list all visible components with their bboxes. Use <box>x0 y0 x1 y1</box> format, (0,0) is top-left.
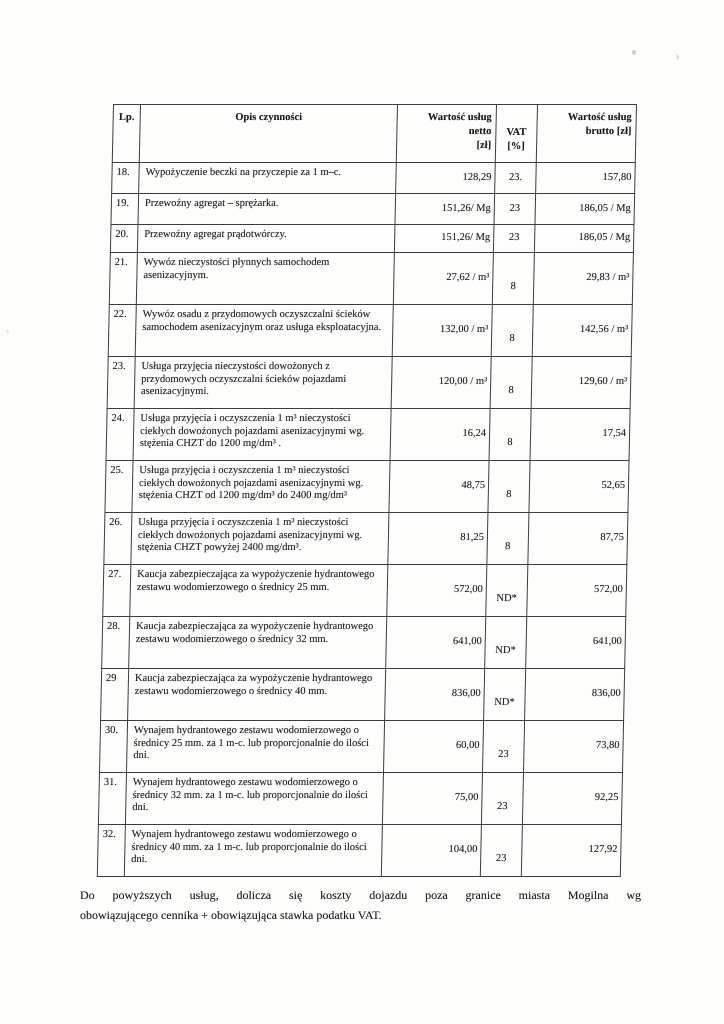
cell-vat-text: 8 <box>504 541 511 553</box>
cell-lp <box>103 565 131 617</box>
cell-desc <box>138 194 396 225</box>
table-row <box>98 773 622 825</box>
header-lp <box>112 105 140 163</box>
header-net-value-text: Wartość usług netto [zł] <box>427 112 492 151</box>
cell-desc <box>130 565 388 617</box>
cell-netto-text: 641,00 <box>452 636 482 648</box>
table-row <box>99 721 623 773</box>
header-gross-value-text: Wartość usług brutto [zł] <box>567 112 632 137</box>
cell-lp <box>104 513 132 565</box>
cell-netto-text: 16,24 <box>462 428 487 440</box>
price-list-table-wrap <box>97 104 636 877</box>
cell-lp <box>110 225 138 253</box>
cell-desc-text: Wynajem hydrantowego zestawu wodomierzowego o średnicy 40 mm. za 1 m-c. lub proporcjonalnie do ilości dni. <box>131 829 367 865</box>
cell-netto <box>390 409 490 461</box>
cell-vat <box>495 163 537 194</box>
table-body <box>97 163 635 877</box>
table-row <box>107 357 631 409</box>
cell-lp-text: 19. <box>115 198 130 209</box>
cell-netto-text: 151,26/ Mg <box>441 202 491 214</box>
cell-brutto-text: 52,65 <box>601 480 626 492</box>
cell-desc-text: Usługa przyjęcia i oczyszczenia 1 m³ nieczystości ciekłych dowożonych pojazdami asenizacyjnymi wg. stężenia CHZT powyżej 2400 mg/dm³. <box>137 517 363 553</box>
cell-netto-text: 836,00 <box>451 688 481 700</box>
cell-vat-text: 23 <box>509 202 521 214</box>
cell-brutto-text: 186,05 / Mg <box>578 232 631 244</box>
cell-brutto-text: 29,83 / m³ <box>586 272 630 284</box>
table-header <box>112 105 636 163</box>
footer-note-line1: Do powyższych usług, dolicza się koszty dojazdu poza granice miasta Mogilna wg <box>80 888 641 902</box>
cell-netto <box>381 825 481 877</box>
table-row <box>111 194 635 225</box>
cell-netto <box>383 721 483 773</box>
cell-brutto <box>529 461 629 513</box>
cell-desc-text: Przewoźny agregat prądotwórczy. <box>144 229 287 240</box>
cell-desc <box>134 357 392 409</box>
table-row <box>97 825 621 877</box>
cell-netto-text: 104,00 <box>448 844 478 856</box>
cell-lp-text: 26. <box>109 517 123 528</box>
cell-desc-text: Wywóz nieczystości płynnych samochodem asenizacyjnym. <box>143 257 330 281</box>
cell-brutto <box>522 773 622 825</box>
cell-lp <box>112 163 140 194</box>
cell-desc-text: Wynajem hydrantowego zestawu wodomierzowego o średnicy 32 mm. za 1 m-c. lub proporcjonalnie do ilości dni. <box>132 777 368 813</box>
cell-brutto <box>535 194 635 225</box>
cell-netto <box>391 357 491 409</box>
cell-desc <box>129 617 387 669</box>
cell-netto <box>388 513 488 565</box>
cell-brutto-text: 641,00 <box>592 636 622 648</box>
cell-brutto-text: 129,60 / m³ <box>578 376 628 388</box>
cell-netto-text: 120,00 / m³ <box>438 376 488 388</box>
header-lp-text: Lp. <box>118 112 135 123</box>
cell-lp <box>111 194 139 225</box>
table-row <box>109 253 633 305</box>
cell-netto <box>395 194 495 225</box>
cell-vat-text: 8 <box>506 489 512 501</box>
cell-brutto <box>525 669 625 721</box>
cell-lp <box>101 669 129 721</box>
cell-desc <box>139 163 397 194</box>
cell-netto <box>387 565 487 617</box>
table-row <box>101 669 625 721</box>
cell-brutto <box>528 513 628 565</box>
cell-brutto <box>536 163 636 194</box>
cell-netto-text: 60,00 <box>455 740 480 752</box>
table-row <box>108 305 632 357</box>
cell-vat-text: 23 <box>496 801 508 813</box>
cell-netto <box>394 225 494 253</box>
cell-desc <box>125 773 383 825</box>
cell-brutto-text: 73,80 <box>595 740 620 752</box>
cell-desc-text: Przewoźny agregat – sprężarka. <box>144 198 279 209</box>
cell-brutto-text: 572,00 <box>593 584 623 596</box>
cell-desc-text: Wypożyczenie beczki na przyczepie za 1 m–c. <box>145 167 342 178</box>
cell-netto <box>393 253 493 305</box>
table-row <box>110 225 634 253</box>
cell-vat-text: ND* <box>495 645 516 657</box>
cell-vat <box>489 409 531 461</box>
cell-netto-text: 572,00 <box>453 584 483 596</box>
cell-vat-text: 8 <box>507 437 513 449</box>
cell-vat <box>492 253 534 305</box>
cell-netto-text: 128,29 <box>462 171 492 183</box>
cell-vat-text: 23 <box>508 232 520 244</box>
cell-vat <box>493 225 535 253</box>
cell-desc-text: Usługa przyjęcia nieczystości dowożonych z przydomowych oczyszczalni ścieków pojazdami asenizacyjnymi. <box>140 361 347 397</box>
cell-lp <box>108 305 136 357</box>
cell-lp-text: 32. <box>102 829 116 840</box>
cell-desc <box>128 669 386 721</box>
cell-desc-text: Wywóz osadu z przydomowych oczyszczalni ścieków samochodem asenizacyjnym oraz usługa eksploatacyjna. <box>142 309 382 333</box>
cell-lp-text: 20. <box>115 229 129 240</box>
cell-brutto <box>521 825 621 877</box>
header-net-value <box>396 105 496 163</box>
cell-desc <box>131 513 389 565</box>
cell-lp <box>98 773 126 825</box>
cell-netto-text: 75,00 <box>454 792 479 804</box>
cell-lp <box>106 409 134 461</box>
cell-netto-text: 151,26/ Mg <box>441 232 491 244</box>
cell-lp <box>107 357 135 409</box>
cell-desc <box>135 305 393 357</box>
cell-vat <box>486 565 528 617</box>
cell-vat-text: 8 <box>509 333 515 345</box>
cell-netto-text: 132,00 / m³ <box>439 324 489 336</box>
cell-brutto <box>532 305 632 357</box>
footer-note-line2: obowiązującego cennika + obowiązująca stawka podatku VAT. <box>80 907 382 922</box>
cell-lp-text: 29 <box>105 673 117 684</box>
table-row <box>104 513 628 565</box>
cell-netto-text: 48,75 <box>461 480 486 492</box>
table-header-row <box>112 105 636 163</box>
cell-desc-text: Wynajem hydrantowego zestawu wodomierzowego o średnicy 25 mm. za 1 m-c. lub proporcjonalnie do ilości dni. <box>133 725 370 761</box>
cell-vat <box>481 773 523 825</box>
cell-lp-text: 31. <box>103 777 118 788</box>
cell-lp-text: 23. <box>112 361 126 372</box>
cell-lp-text: 30. <box>104 725 119 736</box>
scan-speck <box>676 54 679 60</box>
cell-netto <box>385 669 485 721</box>
cell-vat <box>480 825 522 877</box>
cell-vat-text: 23 <box>495 853 507 865</box>
cell-desc <box>126 721 384 773</box>
cell-brutto-text: 157,80 <box>602 171 632 183</box>
cell-brutto-text: 87,75 <box>600 532 625 544</box>
cell-brutto-text: 17,54 <box>602 428 627 440</box>
cell-lp-text: 18. <box>116 167 130 178</box>
cell-vat-text: 23. <box>508 171 523 183</box>
cell-brutto-text: 186,05 / Mg <box>579 202 631 214</box>
cell-brutto-text: 127,92 <box>588 844 618 856</box>
cell-desc <box>132 461 390 513</box>
cell-lp-text: 21. <box>114 257 128 268</box>
cell-brutto <box>523 721 623 773</box>
cell-desc-text: Kaucja zabezpieczająca za wypożyczenie hydrantowego zestawu wodomierzowego o średnicy 32 mm. <box>135 621 374 645</box>
table-row <box>106 409 630 461</box>
cell-netto <box>396 163 496 194</box>
cell-netto-text: 81,25 <box>460 532 485 544</box>
table-row <box>102 617 626 669</box>
cell-vat <box>485 617 527 669</box>
cell-brutto <box>526 617 626 669</box>
cell-vat-text: 8 <box>510 281 516 293</box>
cell-netto <box>386 617 486 669</box>
cell-vat <box>487 513 529 565</box>
cell-vat-text: 23 <box>498 749 509 761</box>
cell-lp <box>105 461 133 513</box>
scan-speck <box>632 50 636 55</box>
cell-vat <box>491 305 533 357</box>
price-list-table <box>97 104 637 877</box>
cell-netto <box>392 305 492 357</box>
footer-note <box>80 886 641 925</box>
cell-vat <box>482 721 524 773</box>
cell-lp-text: 24. <box>111 413 125 424</box>
cell-brutto-text: 92,25 <box>594 792 619 804</box>
cell-desc-text: Kaucja zabezpieczająca za wypożyczenie hydrantowego zestawu wodomierzowego o średnicy 40 mm. <box>134 673 373 697</box>
cell-brutto <box>531 357 631 409</box>
table-row <box>103 565 627 617</box>
cell-netto <box>389 461 489 513</box>
cell-desc <box>136 253 394 305</box>
cell-vat-text: ND* <box>494 697 515 709</box>
table-row <box>105 461 629 513</box>
cell-brutto-text: 836,00 <box>591 688 621 700</box>
table-row <box>112 163 636 194</box>
cell-vat <box>490 357 532 409</box>
cell-desc <box>133 409 391 461</box>
header-description-text: Opis czynności <box>235 112 303 123</box>
cell-netto <box>382 773 482 825</box>
header-vat <box>495 105 537 163</box>
header-vat-text: VAT [%] <box>506 127 527 152</box>
cell-lp <box>97 825 125 877</box>
cell-vat <box>488 461 530 513</box>
cell-lp-text: 28. <box>106 621 121 632</box>
cell-brutto <box>527 565 627 617</box>
cell-desc <box>137 225 395 253</box>
scan-speck <box>6 330 9 333</box>
cell-lp <box>109 253 137 305</box>
cell-lp-text: 22. <box>113 309 127 320</box>
cell-desc-text: Usługa przyjęcia i oczyszczenia 1 m³ nieczystości ciekłych dowożonych pojazdami asenizacyjnymi wg. stężenia CHZT do 1200 mg/dm³ . <box>139 413 365 449</box>
cell-vat <box>494 194 536 225</box>
cell-lp-text: 25. <box>110 465 124 476</box>
cell-lp <box>102 617 130 669</box>
cell-brutto-text: 142,56 / m³ <box>579 324 629 336</box>
cell-desc <box>124 825 382 877</box>
cell-vat-text: ND* <box>496 593 517 605</box>
cell-vat-text: 8 <box>508 385 514 397</box>
cell-vat <box>484 669 526 721</box>
cell-lp <box>99 721 127 773</box>
cell-brutto <box>533 253 633 305</box>
cell-lp-text: 27. <box>108 569 122 580</box>
header-gross-value <box>536 105 636 163</box>
cell-desc-text: Usługa przyjęcia i oczyszczenia 1 m³ nieczystości ciekłych dowożonych pojazdami asenizacyjnymi wg. stężenia CHZT od 1200 mg/dm³ do 2400 mg/dm³ <box>138 465 364 501</box>
cell-netto-text: 27,62 / m³ <box>446 272 490 284</box>
cell-brutto <box>534 225 634 253</box>
cell-desc-text: Kaucja zabezpieczająca za wypożyczenie hydrantowego zestawu wodomierzowego o średnicy 25 mm. <box>136 569 375 593</box>
cell-brutto <box>530 409 630 461</box>
header-description <box>139 105 397 163</box>
